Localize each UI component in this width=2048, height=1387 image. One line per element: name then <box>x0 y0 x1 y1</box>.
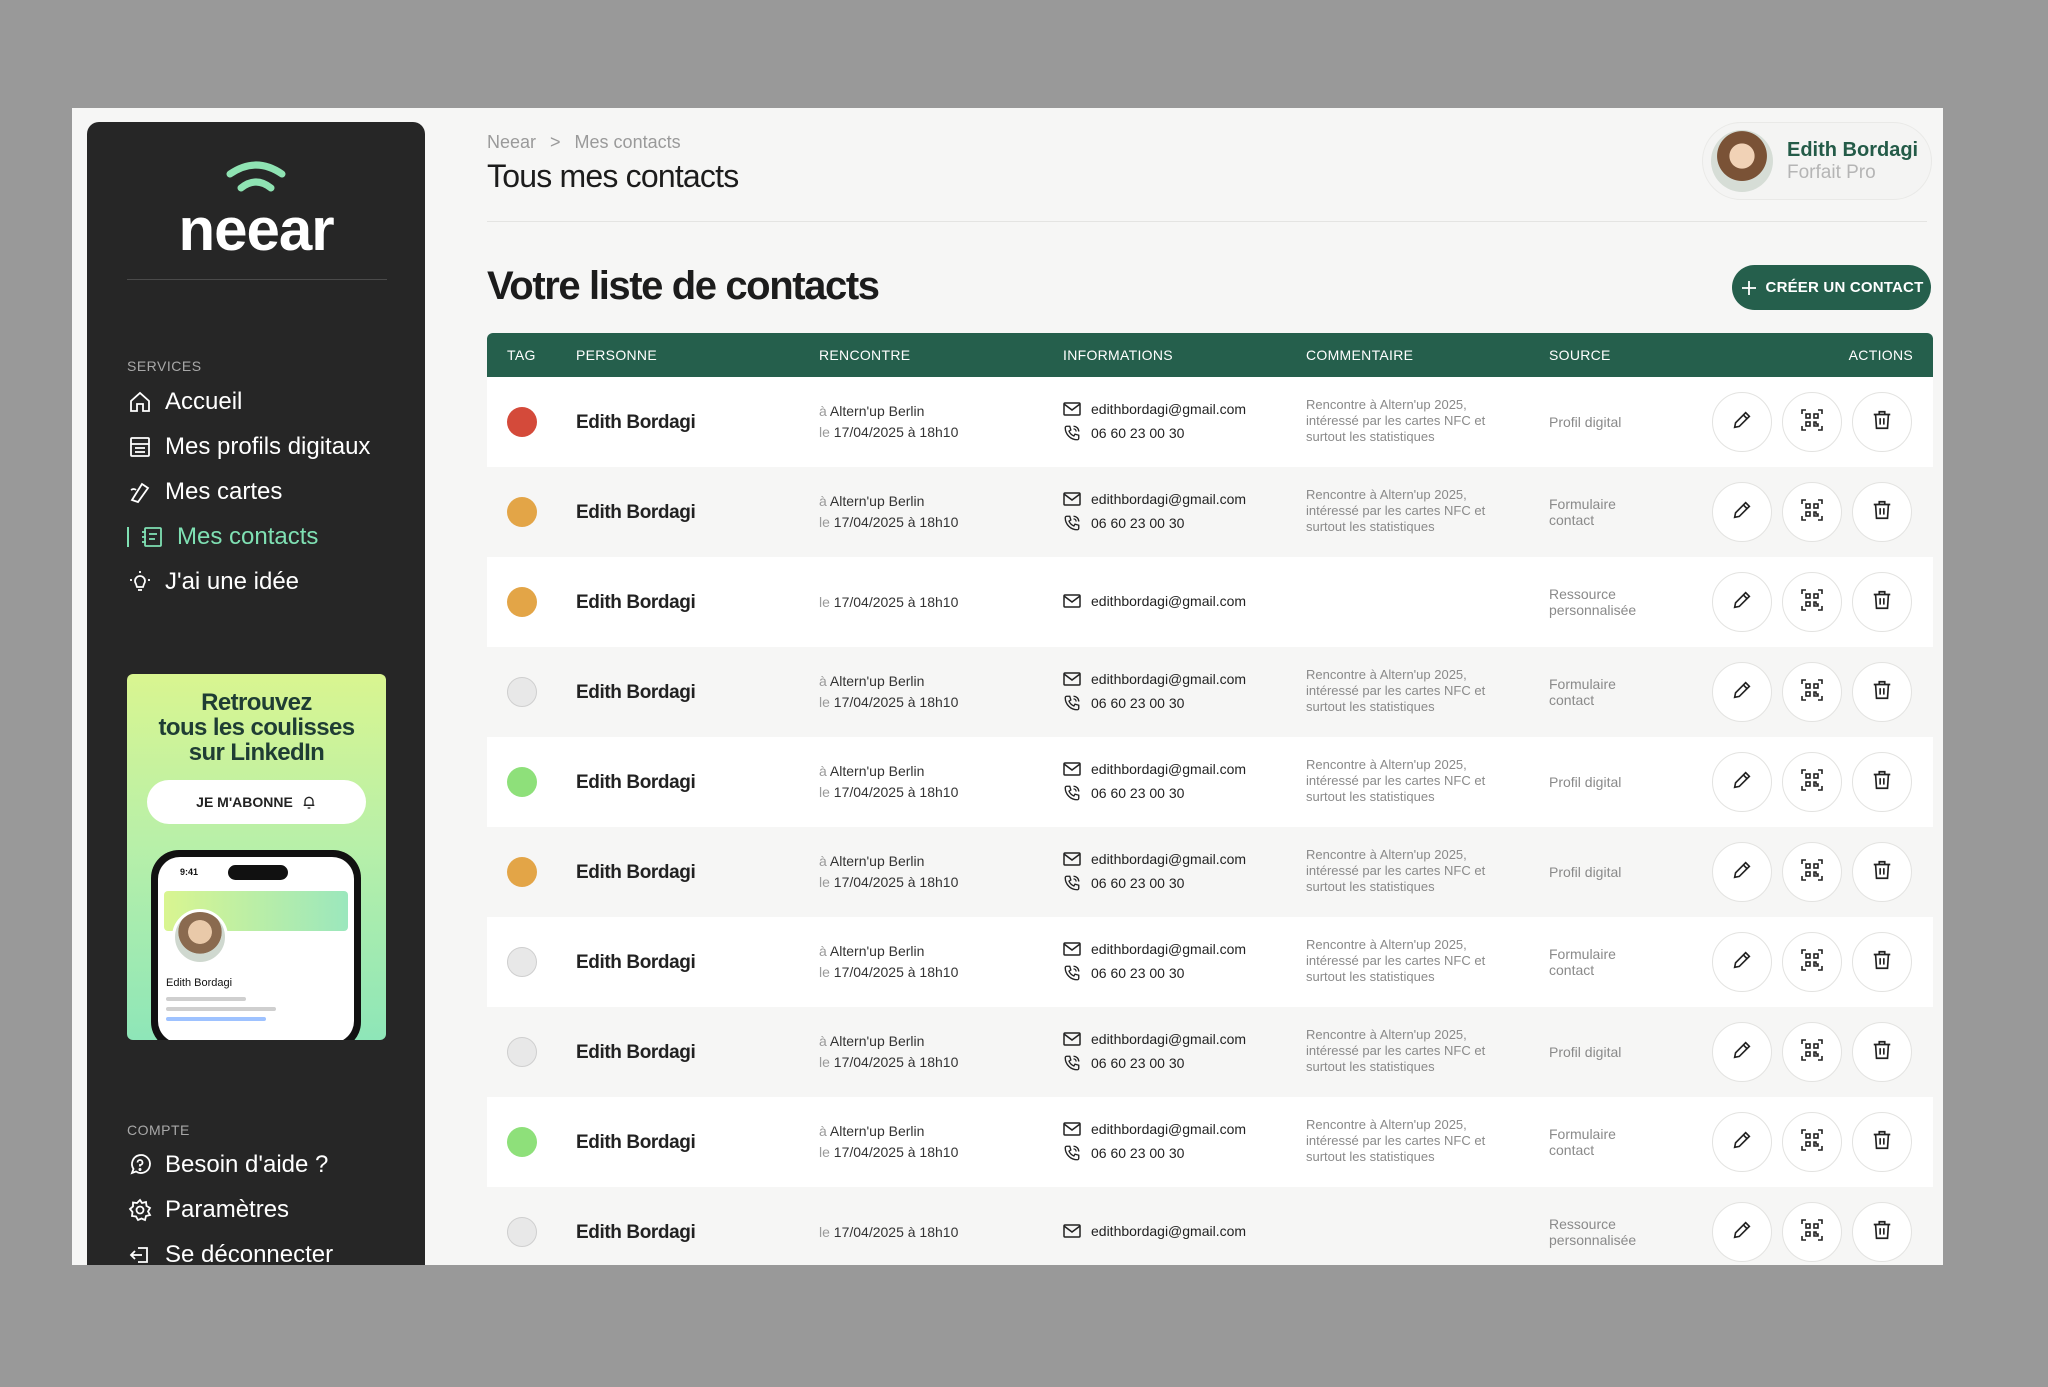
trash-icon <box>1871 769 1893 796</box>
qr-code-button[interactable] <box>1782 932 1842 992</box>
sidebar-item-profils[interactable] <box>127 430 370 464</box>
mail-icon <box>1063 594 1081 608</box>
row-actions <box>1712 392 1912 452</box>
edit-button[interactable] <box>1712 572 1772 632</box>
info-cell <box>1063 589 1246 613</box>
comment-cell: Rencontre à Altern'up 2025, intéressé par les cartes NFC et surtout les statistiques <box>1306 937 1486 984</box>
mail-icon <box>1063 852 1081 866</box>
edit-button[interactable] <box>1712 1202 1772 1262</box>
meet-cell <box>819 761 958 803</box>
meet-date: le 17/04/2025 à 18h10 <box>819 964 959 980</box>
phone-line <box>1063 1051 1246 1075</box>
delete-button[interactable] <box>1852 1202 1912 1262</box>
sidebar-item-label: J'ai une idée <box>165 568 300 595</box>
email-line <box>1063 397 1246 421</box>
breadcrumb-current: Mes contacts <box>574 132 681 152</box>
user-plan: Forfait Pro <box>1787 161 1876 183</box>
phone-line <box>1063 1141 1246 1165</box>
email-link[interactable]: edithbordagi@gmail.com <box>1091 851 1247 867</box>
logout-icon <box>127 1242 153 1265</box>
delete-button[interactable] <box>1852 1112 1912 1172</box>
qr-code-button[interactable] <box>1782 392 1842 452</box>
tag-color-dot[interactable] <box>507 497 537 527</box>
qr-code-button[interactable] <box>1782 842 1842 902</box>
email-link[interactable]: edithbordagi@gmail.com <box>1091 671 1247 687</box>
table-row[interactable] <box>487 647 1933 737</box>
info-cell <box>1063 397 1246 445</box>
phone-line <box>1063 961 1246 985</box>
trash-icon <box>1871 1219 1893 1246</box>
phone-link[interactable]: 06 60 23 00 30 <box>1091 515 1185 531</box>
table-header <box>487 333 1933 377</box>
info-cell <box>1063 937 1246 985</box>
info-cell <box>1063 847 1246 895</box>
email-link[interactable]: edithbordagi@gmail.com <box>1091 941 1247 957</box>
phone-line <box>1063 871 1246 895</box>
edit-pencil-icon <box>1731 859 1753 886</box>
person-name[interactable]: Edith Bordagi <box>576 862 696 883</box>
edit-pencil-icon <box>1731 1129 1753 1156</box>
mail-icon <box>1063 402 1081 416</box>
edit-pencil-icon <box>1731 949 1753 976</box>
meet-cell <box>819 671 958 713</box>
phone-line <box>1063 781 1246 805</box>
meet-date: le 17/04/2025 à 18h10 <box>819 514 959 530</box>
qr-code-icon <box>1800 858 1824 887</box>
info-cell <box>1063 1117 1246 1165</box>
meet-place: à Altern'up Berlin <box>819 763 925 779</box>
phone-link[interactable]: 06 60 23 00 30 <box>1091 695 1185 711</box>
comment-cell: Rencontre à Altern'up 2025, intéressé par les cartes NFC et surtout les statistiques <box>1306 1027 1486 1074</box>
qr-code-icon <box>1800 588 1824 617</box>
trash-icon <box>1871 859 1893 886</box>
phone-icon <box>1063 874 1081 892</box>
sidebar-item-label: Besoin d'aide ? <box>165 1151 329 1178</box>
meet-date: le 17/04/2025 à 18h10 <box>819 1144 959 1160</box>
tag-color-dot[interactable] <box>507 947 537 977</box>
sidebar-divider <box>127 279 387 280</box>
mail-icon <box>1063 762 1081 776</box>
edit-pencil-icon <box>1731 1039 1753 1066</box>
table-row[interactable] <box>487 377 1933 467</box>
email-line <box>1063 847 1246 871</box>
qr-code-icon <box>1800 1128 1824 1157</box>
meet-date: le 17/04/2025 à 18h10 <box>819 784 959 800</box>
tag-color-dot[interactable] <box>507 677 537 707</box>
edit-pencil-icon <box>1731 1219 1753 1246</box>
row-actions <box>1712 572 1912 632</box>
brand-logo[interactable] <box>87 160 425 263</box>
email-link[interactable]: edithbordagi@gmail.com <box>1091 593 1247 609</box>
qr-code-button[interactable] <box>1782 752 1842 812</box>
user-name: Edith Bordagi <box>1787 138 1919 161</box>
help-icon <box>127 1152 153 1178</box>
avatar <box>1711 130 1773 192</box>
delete-button[interactable] <box>1852 1022 1912 1082</box>
person-name[interactable]: Edith Bordagi <box>576 502 696 523</box>
email-line <box>1063 667 1246 691</box>
row-actions <box>1712 842 1912 902</box>
sidebar-item-accueil[interactable] <box>127 385 242 419</box>
phone-link[interactable]: 06 60 23 00 30 <box>1091 425 1185 441</box>
meet-place: à Altern'up Berlin <box>819 853 925 869</box>
tag-color-dot[interactable] <box>507 857 537 887</box>
row-actions <box>1712 1022 1912 1082</box>
meet-place: à Altern'up Berlin <box>819 403 925 419</box>
phone-icon <box>1063 964 1081 982</box>
meet-date: le 17/04/2025 à 18h10 <box>819 1054 959 1070</box>
edit-pencil-icon <box>1731 679 1753 706</box>
meet-cell <box>819 1222 958 1243</box>
email-link[interactable]: edithbordagi@gmail.com <box>1091 1031 1247 1047</box>
source-cell: Formulaire contact <box>1549 496 1616 528</box>
person-name[interactable]: Edith Bordagi <box>576 1132 696 1153</box>
sidebar-item-idee[interactable] <box>127 565 299 599</box>
services-section-label: SERVICES <box>127 358 202 374</box>
qr-code-icon <box>1800 948 1824 977</box>
source-cell: Formulaire contact <box>1549 1126 1616 1158</box>
info-cell <box>1063 487 1246 535</box>
meet-date: le 17/04/2025 à 18h10 <box>819 874 959 890</box>
email-line <box>1063 1117 1246 1141</box>
email-link[interactable]: edithbordagi@gmail.com <box>1091 1121 1247 1137</box>
row-actions <box>1712 1202 1912 1262</box>
source-cell: Formulaire contact <box>1549 676 1616 708</box>
info-cell <box>1063 1219 1246 1243</box>
phone-icon <box>1063 694 1081 712</box>
lightbulb-icon <box>127 569 153 595</box>
tag-color-dot[interactable] <box>507 1127 537 1157</box>
home-icon <box>127 389 153 415</box>
info-cell <box>1063 1027 1246 1075</box>
meet-cell <box>819 592 958 613</box>
qr-code-button[interactable] <box>1782 1202 1842 1262</box>
phone-line <box>1063 691 1246 715</box>
phone-icon <box>1063 784 1081 802</box>
meet-place: à Altern'up Berlin <box>819 1033 925 1049</box>
qr-code-icon <box>1800 1218 1824 1247</box>
comment-cell: Rencontre à Altern'up 2025, intéressé par les cartes NFC et surtout les statistiques <box>1306 1117 1486 1164</box>
table-row[interactable] <box>487 737 1933 827</box>
breadcrumb-root[interactable]: Neear <box>487 132 537 152</box>
mail-icon <box>1063 942 1081 956</box>
trash-icon <box>1871 589 1893 616</box>
row-actions <box>1712 752 1912 812</box>
source-cell: Formulaire contact <box>1549 946 1616 978</box>
mail-icon <box>1063 492 1081 506</box>
header-divider <box>487 221 1927 222</box>
delete-button[interactable] <box>1852 392 1912 452</box>
phone-line <box>1063 511 1246 535</box>
phone-link[interactable]: 06 60 23 00 30 <box>1091 1055 1185 1071</box>
email-line <box>1063 487 1246 511</box>
person-name[interactable]: Edith Bordagi <box>576 1222 696 1243</box>
mail-icon <box>1063 1224 1081 1238</box>
linkedin-promo-card <box>127 674 386 1040</box>
qr-code-icon <box>1800 1038 1824 1067</box>
person-name[interactable]: Edith Bordagi <box>576 1042 696 1063</box>
delete-button[interactable] <box>1852 482 1912 542</box>
source-cell: Ressource personnalisée <box>1549 586 1637 618</box>
edit-button[interactable] <box>1712 1022 1772 1082</box>
source-cell: Ressource personnalisée <box>1549 1216 1637 1248</box>
table-row[interactable] <box>487 557 1933 647</box>
tag-color-dot[interactable] <box>507 1037 537 1067</box>
edit-button[interactable] <box>1712 662 1772 722</box>
meet-date: le 17/04/2025 à 18h10 <box>819 1224 959 1240</box>
person-name[interactable]: Edith Bordagi <box>576 682 696 703</box>
header-source[interactable]: SOURCE <box>1549 347 1611 363</box>
meet-cell <box>819 1031 958 1073</box>
phone-icon <box>1063 1144 1081 1162</box>
profile-card-icon <box>127 434 153 460</box>
email-line <box>1063 1027 1246 1051</box>
sidebar-item-cartes[interactable] <box>127 475 282 509</box>
delete-button[interactable] <box>1852 572 1912 632</box>
email-link[interactable]: edithbordagi@gmail.com <box>1091 401 1247 417</box>
phone-line <box>1063 421 1246 445</box>
sidebar-item-contacts[interactable] <box>127 520 318 554</box>
comment-cell: Rencontre à Altern'up 2025, intéressé par les cartes NFC et surtout les statistiques <box>1306 397 1486 444</box>
sidebar-item-label: Se déconnecter <box>165 1241 334 1265</box>
phone-notch <box>228 865 288 880</box>
email-line <box>1063 757 1246 781</box>
row-actions <box>1712 482 1912 542</box>
sidebar-item-label: Accueil <box>165 388 243 415</box>
meet-place: à Altern'up Berlin <box>819 943 925 959</box>
create-contact-button[interactable]: CRÉER UN CONTACT <box>1732 265 1931 310</box>
sidebar-item-parametres[interactable] <box>127 1193 289 1227</box>
edit-button[interactable] <box>1712 932 1772 992</box>
phone-link[interactable]: 06 60 23 00 30 <box>1091 785 1185 801</box>
delete-button[interactable] <box>1852 752 1912 812</box>
email-link[interactable]: edithbordagi@gmail.com <box>1091 1223 1247 1239</box>
sidebar-item-label: Mes contacts <box>177 523 319 550</box>
trash-icon <box>1871 949 1893 976</box>
sidebar-item-label: Mes cartes <box>165 478 283 505</box>
row-actions <box>1712 932 1912 992</box>
mail-icon <box>1063 1122 1081 1136</box>
qr-code-icon <box>1800 498 1824 527</box>
meet-date: le 17/04/2025 à 18h10 <box>819 594 959 610</box>
comment-cell: Rencontre à Altern'up 2025, intéressé par les cartes NFC et surtout les statistiques <box>1306 847 1486 894</box>
trash-icon <box>1871 1129 1893 1156</box>
qr-code-button[interactable] <box>1782 1022 1842 1082</box>
signal-waves-icon <box>224 160 288 196</box>
qr-code-icon <box>1800 768 1824 797</box>
mail-icon <box>1063 672 1081 686</box>
qr-code-icon <box>1800 678 1824 707</box>
table-row[interactable] <box>487 467 1933 557</box>
breadcrumb-separator: > <box>550 132 561 152</box>
email-line <box>1063 1219 1246 1243</box>
edit-pencil-icon <box>1731 589 1753 616</box>
person-name[interactable]: Edith Bordagi <box>576 592 696 613</box>
breadcrumb <box>487 132 681 153</box>
meet-date: le 17/04/2025 à 18h10 <box>819 694 959 710</box>
phone-link[interactable]: 06 60 23 00 30 <box>1091 875 1185 891</box>
qr-code-button[interactable] <box>1782 662 1842 722</box>
table-row[interactable] <box>487 1007 1933 1097</box>
source-cell: Profil digital <box>1549 414 1622 430</box>
qr-code-button[interactable] <box>1782 572 1842 632</box>
header-person[interactable]: PERSONNE <box>576 347 657 363</box>
person-name[interactable]: Edith Bordagi <box>576 952 696 973</box>
phone-text-line <box>166 1007 276 1011</box>
comment-cell: Rencontre à Altern'up 2025, intéressé par les cartes NFC et surtout les statistiques <box>1306 667 1486 714</box>
edit-button[interactable] <box>1712 842 1772 902</box>
info-cell <box>1063 757 1246 805</box>
edit-pencil-icon <box>1731 499 1753 526</box>
trash-icon <box>1871 679 1893 706</box>
tag-color-dot[interactable] <box>507 407 537 437</box>
user-profile-chip[interactable] <box>1702 122 1932 200</box>
header-tag[interactable]: TAG <box>507 347 536 363</box>
tag-color-dot[interactable] <box>507 587 537 617</box>
sidebar <box>87 122 425 1265</box>
edit-pencil-icon <box>1731 409 1753 436</box>
phone-icon <box>1063 514 1081 532</box>
phone-link[interactable]: 06 60 23 00 30 <box>1091 1145 1185 1161</box>
delete-button[interactable] <box>1852 932 1912 992</box>
header-actions: ACTIONS <box>1848 347 1913 363</box>
meet-cell <box>819 1121 958 1163</box>
plus-icon <box>1740 279 1758 297</box>
qr-code-button[interactable] <box>1782 482 1842 542</box>
sidebar-item-aide[interactable] <box>127 1148 328 1182</box>
trash-icon <box>1871 1039 1893 1066</box>
contact-list-title: Votre liste de contacts <box>487 264 879 308</box>
phone-text-line <box>166 1017 266 1021</box>
edit-button[interactable] <box>1712 482 1772 542</box>
contacts-table <box>487 333 1933 1265</box>
logo-text: neear <box>178 196 334 263</box>
app-window <box>72 108 1943 1265</box>
phone-text-line <box>166 997 246 1001</box>
header-info[interactable]: INFORMATIONS <box>1063 347 1173 363</box>
email-link[interactable]: edithbordagi@gmail.com <box>1091 491 1247 507</box>
phone-icon <box>1063 424 1081 442</box>
trash-icon <box>1871 409 1893 436</box>
person-name[interactable]: Edith Bordagi <box>576 412 696 433</box>
email-line <box>1063 589 1246 613</box>
meet-cell <box>819 851 958 893</box>
table-row[interactable] <box>487 827 1933 917</box>
edit-pencil-icon <box>1731 769 1753 796</box>
email-line <box>1063 937 1246 961</box>
qr-code-button[interactable] <box>1782 1112 1842 1172</box>
meet-cell <box>819 401 958 443</box>
edit-button[interactable] <box>1712 392 1772 452</box>
comment-cell: Rencontre à Altern'up 2025, intéressé par les cartes NFC et surtout les statistiques <box>1306 487 1486 534</box>
sidebar-item-logout[interactable] <box>127 1238 333 1265</box>
row-actions <box>1712 1112 1912 1172</box>
sidebar-item-label: Paramètres <box>165 1196 290 1223</box>
promo-title: Retrouvez tous les coulisses sur LinkedIn <box>158 689 355 766</box>
email-link[interactable]: edithbordagi@gmail.com <box>1091 761 1247 777</box>
phone-mockup <box>151 850 361 1040</box>
meet-cell <box>819 941 958 983</box>
nfc-card-icon <box>127 479 153 505</box>
row-actions <box>1712 662 1912 722</box>
tag-color-dot[interactable] <box>507 767 537 797</box>
phone-screen: 9:41 Edith Bordagi <box>158 857 354 1040</box>
sidebar-item-label: Mes profils digitaux <box>165 433 371 460</box>
phone-link[interactable]: 06 60 23 00 30 <box>1091 965 1185 981</box>
table-row[interactable] <box>487 1187 1933 1265</box>
mail-icon <box>1063 1032 1081 1046</box>
meet-place: à Altern'up Berlin <box>819 1123 925 1139</box>
contacts-icon <box>139 524 165 550</box>
comment-cell: Rencontre à Altern'up 2025, intéressé par les cartes NFC et surtout les statistiques <box>1306 757 1486 804</box>
info-cell <box>1063 667 1246 715</box>
meet-place: à Altern'up Berlin <box>819 493 925 509</box>
bell-icon <box>301 794 317 810</box>
edit-button[interactable] <box>1712 1112 1772 1172</box>
delete-button[interactable] <box>1852 842 1912 902</box>
phone-profile-avatar <box>172 909 228 965</box>
qr-code-icon <box>1800 408 1824 437</box>
edit-button[interactable] <box>1712 752 1772 812</box>
source-cell: Profil digital <box>1549 864 1622 880</box>
tag-color-dot[interactable] <box>507 1217 537 1247</box>
table-row[interactable] <box>487 1097 1933 1187</box>
delete-button[interactable] <box>1852 662 1912 722</box>
source-cell: Profil digital <box>1549 1044 1622 1060</box>
page-title: Tous mes contacts <box>487 158 739 194</box>
meet-place: à Altern'up Berlin <box>819 673 925 689</box>
person-name[interactable]: Edith Bordagi <box>576 772 696 793</box>
table-body <box>487 377 1933 1265</box>
phone-icon <box>1063 1054 1081 1072</box>
gear-icon <box>127 1197 153 1223</box>
header-comment[interactable]: COMMENTAIRE <box>1306 347 1414 363</box>
subscribe-button[interactable]: JE M'ABONNE <box>147 780 366 824</box>
trash-icon <box>1871 499 1893 526</box>
phone-profile-name: Edith Bordagi <box>166 977 233 989</box>
account-section-label: COMPTE <box>127 1122 190 1138</box>
table-row[interactable] <box>487 917 1933 1007</box>
meet-date: le 17/04/2025 à 18h10 <box>819 424 959 440</box>
header-meet[interactable]: RENCONTRE <box>819 347 911 363</box>
meet-cell <box>819 491 958 533</box>
source-cell: Profil digital <box>1549 774 1622 790</box>
